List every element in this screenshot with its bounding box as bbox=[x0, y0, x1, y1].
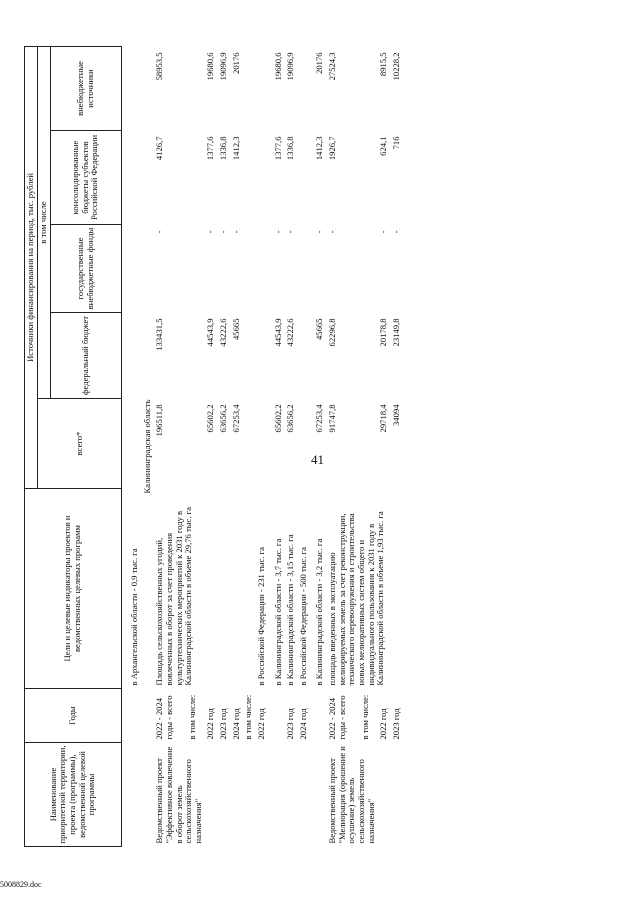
extra-cell: 20176 bbox=[314, 52, 325, 74]
regional-cell: 1377,6 bbox=[272, 136, 283, 161]
year-cell: 2022 год bbox=[205, 708, 216, 740]
federal-cell: 44543,9 bbox=[272, 318, 283, 347]
extra-cell: 20176 bbox=[230, 52, 241, 74]
total-cell: 65602,2 bbox=[272, 404, 283, 433]
total-cell: 29718,4 bbox=[378, 404, 389, 433]
table-row bbox=[121, 46, 141, 846]
goal-text: в Архангельской области - 0,9 тыс. га bbox=[129, 548, 139, 686]
total-cell: 67253,4 bbox=[230, 404, 241, 433]
table-header bbox=[25, 46, 122, 846]
incl-label: в том числе: bbox=[359, 694, 370, 740]
table-row bbox=[390, 46, 403, 846]
total-cell: 63656,2 bbox=[285, 404, 296, 433]
regional-cell: 1336,8 bbox=[285, 136, 296, 161]
funds-cell: - bbox=[218, 230, 228, 234]
regional-cell: 624,1 bbox=[378, 136, 389, 156]
goal-text: Площадь сельскохозяйственных угодий, вовлеченных в оборот за счет проведения культуртехнических мероприятий к 2031 году в Калининградской области в объеме 29,76 тыс. га bbox=[154, 507, 194, 686]
extra-cell: 10228,2 bbox=[390, 52, 401, 81]
table-row bbox=[230, 46, 243, 846]
table-row bbox=[255, 46, 284, 846]
document-code: 5008829.doc bbox=[0, 880, 42, 889]
table-row bbox=[218, 46, 231, 846]
regional-cell: 4126,7 bbox=[154, 136, 165, 161]
goal-text: в Российской Федерации - 231 тыс. га bbox=[255, 547, 266, 686]
funds-cell: - bbox=[285, 230, 296, 234]
header-regional: консолидированные бюджеты субъектов Российской Федерации bbox=[50, 131, 121, 225]
table-row bbox=[297, 46, 326, 846]
funds-cell: - bbox=[230, 230, 241, 234]
project-name: Ведомственный проект "Мелиорация (орошение и осушение) земель сельскохозяйственного назначения" bbox=[327, 746, 376, 844]
funds-cell: - bbox=[272, 230, 283, 234]
federal-cell: 44543,9 bbox=[205, 318, 216, 347]
regional-cell: 1412,3 bbox=[230, 136, 241, 161]
goal-text: площадь введенных в эксплуатацию мелиорируемых земель за счет реконструкции, технического перевооружения и строительства новых мелиоративных систем общего и индивидуального пользования к 2031 году в Калининградской области в объеме 1,93 тыс. га bbox=[327, 511, 386, 686]
header-offbudget-funds: государственные внебюджетные фонды bbox=[50, 225, 121, 313]
regional-cell: 1926,7 bbox=[327, 136, 337, 161]
period-cell: 2022 - 2024 годы - всего bbox=[327, 695, 347, 740]
header-name: Наименование приоритетной территории, проекта (программы), ведомственной целевой программы bbox=[25, 743, 122, 847]
total-cell: 65602,2 bbox=[205, 404, 216, 433]
header-incl: в том числе bbox=[38, 46, 51, 398]
region-name: Калининградская область bbox=[141, 399, 152, 494]
federal-cell: 133431,5 bbox=[154, 318, 165, 351]
extra-cell: 19680,6 bbox=[205, 52, 216, 81]
header-goals: Цели и целевые индикаторы проектов и ведомственных целевых программ bbox=[25, 489, 122, 689]
funds-cell: - bbox=[154, 230, 165, 234]
table-row bbox=[378, 46, 391, 846]
total-cell: 67253,4 bbox=[314, 404, 325, 433]
goal-text: в Российской Федерации - 500 тыс. га bbox=[297, 547, 308, 686]
table-body bbox=[121, 46, 403, 846]
project-name: Ведомственный проект "Эффективное вовлечение в оборот земель сельскохозяйственного назначения" bbox=[154, 746, 203, 844]
extra-cell: 19096,9 bbox=[218, 52, 228, 81]
year-cell: 2023 год bbox=[390, 708, 401, 740]
regional-cell: 1377,6 bbox=[205, 136, 216, 161]
year-cell: 2023 год bbox=[285, 708, 296, 740]
goal-text: в Калининградской области - 3,7 тыс. га bbox=[272, 538, 283, 686]
table-row bbox=[285, 46, 298, 846]
regional-cell: 716 bbox=[390, 136, 401, 150]
total-cell: 91747,8 bbox=[327, 404, 337, 433]
funds-cell: - bbox=[327, 230, 337, 234]
total-cell: 34094 bbox=[390, 404, 401, 426]
incl-label: в том числе: bbox=[186, 694, 197, 740]
table-row bbox=[359, 46, 378, 846]
financing-table bbox=[24, 46, 403, 847]
federal-cell: 45665 bbox=[314, 318, 325, 340]
table-row bbox=[186, 46, 205, 846]
funds-cell: - bbox=[390, 230, 401, 234]
total-cell: 196511,8 bbox=[154, 404, 165, 437]
federal-cell: 43222,6 bbox=[285, 318, 296, 347]
extra-cell: 8915,5 bbox=[378, 52, 389, 77]
regional-cell: 1412,3 bbox=[314, 136, 325, 161]
extra-cell: 19680,6 bbox=[272, 52, 283, 81]
federal-cell: 43222,6 bbox=[218, 318, 228, 347]
incl-label: в том числе: bbox=[243, 694, 254, 740]
extra-cell: 19096,9 bbox=[285, 52, 296, 81]
header-years: Годы bbox=[25, 689, 122, 743]
header-extra: внебюджетные источники bbox=[50, 46, 121, 130]
funds-cell: - bbox=[314, 230, 325, 234]
header-total: всего* bbox=[38, 399, 122, 489]
region-row bbox=[141, 46, 154, 846]
header-federal: федеральный бюджет bbox=[50, 313, 121, 399]
year-cell: 2024 год bbox=[297, 708, 308, 740]
table-row bbox=[243, 46, 256, 846]
table-row bbox=[154, 46, 187, 846]
year-cell: 2023 год bbox=[218, 708, 228, 740]
period-cell: 2022 - 2024 годы - всего bbox=[154, 695, 174, 740]
goal-text: в Калининградской области - 3,2 тыс. га bbox=[314, 538, 325, 686]
federal-cell: 23149,8 bbox=[390, 318, 401, 347]
regional-cell: 1336,8 bbox=[218, 136, 228, 161]
table-row bbox=[327, 46, 360, 846]
page-number: 41 bbox=[311, 452, 324, 467]
funds-cell: - bbox=[378, 230, 389, 234]
year-cell: 2022 год bbox=[378, 708, 389, 740]
table-row bbox=[205, 46, 218, 846]
federal-cell: 45665 bbox=[230, 318, 241, 340]
year-cell: 2024 год bbox=[230, 708, 241, 740]
header-sources: Источники финансирования на период, тыс. рублей bbox=[25, 46, 38, 488]
extra-cell: 27524,3 bbox=[327, 52, 337, 81]
total-cell: 63656,2 bbox=[218, 404, 228, 433]
goal-text: в Калининградской области - 3,15 тыс. га bbox=[285, 534, 296, 686]
year-cell: 2022 год bbox=[255, 708, 266, 740]
federal-cell: 20178,8 bbox=[378, 318, 389, 347]
funds-cell: - bbox=[205, 230, 216, 234]
federal-cell: 62296,8 bbox=[327, 318, 337, 347]
extra-cell: 58953,5 bbox=[154, 52, 165, 81]
